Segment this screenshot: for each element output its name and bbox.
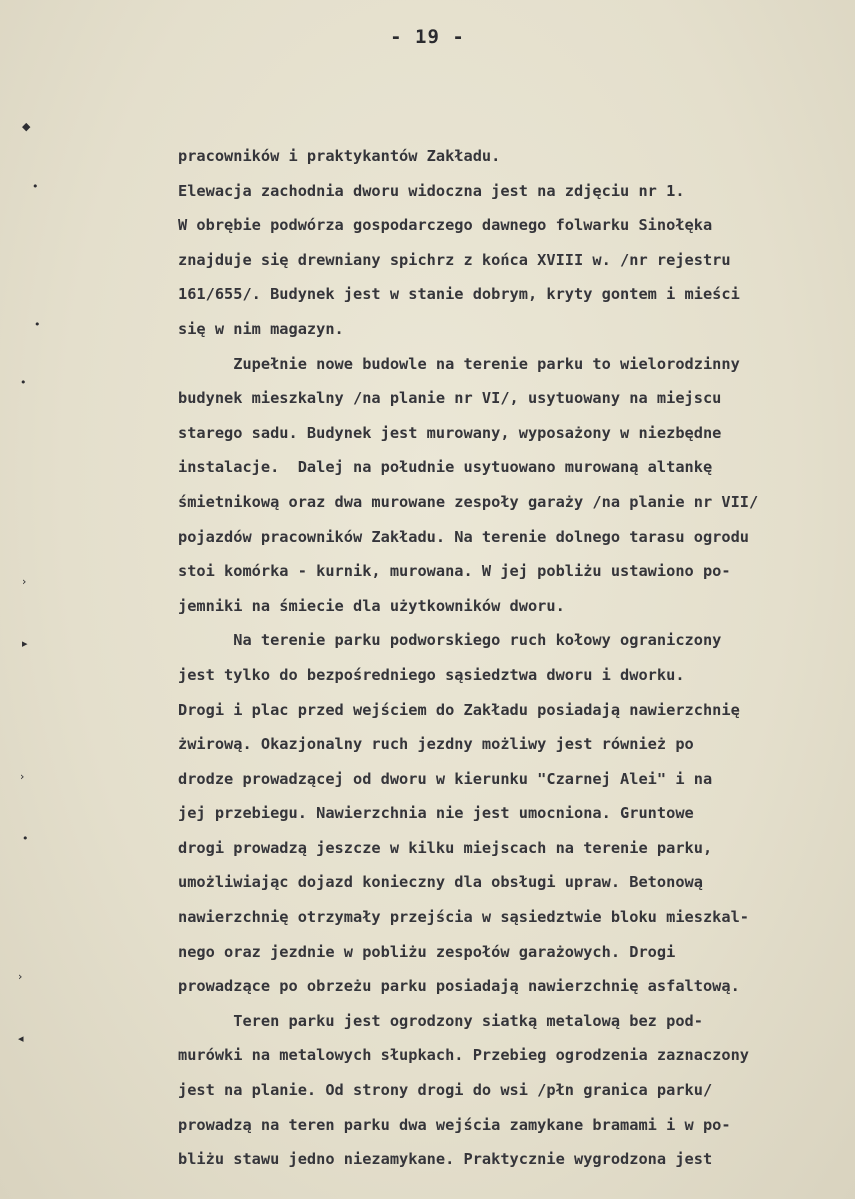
margin-mark-icon: › bbox=[18, 970, 23, 983]
margin-mark-icon: › bbox=[20, 770, 25, 783]
text-line: nego oraz jezdnie w pobliżu zespołów garażowych. Drogi bbox=[178, 942, 676, 961]
margin-mark-icon: • bbox=[20, 376, 27, 389]
text-line: starego sadu. Budynek jest murowany, wyposażony w niezbędne bbox=[178, 423, 722, 442]
text-line: pojazdów pracowników Zakładu. Na terenie dolnego tarasu ogrodu bbox=[178, 527, 749, 546]
text-line: się w nim magazyn. bbox=[178, 319, 344, 338]
margin-mark-icon: › bbox=[22, 575, 27, 588]
text-line: drogi prowadzą jeszcze w kilku miejscach na terenie parku, bbox=[178, 838, 713, 857]
text-line: jest tylko do bezpośredniego sąsiedztwa dworu i dworku. bbox=[178, 665, 685, 684]
text-line: żwirową. Okazjonalny ruch jezdny możliwy jest również po bbox=[178, 735, 694, 754]
text-line: umożliwiając dojazd konieczny dla obsługi upraw. Betonową bbox=[178, 873, 703, 892]
text-line: prowadzą na teren parku dwa wejścia zamykane bramami i w po- bbox=[178, 1115, 731, 1134]
text-line: bliżu stawu jedno niezamykane. Praktycznie wygrodzona jest bbox=[178, 1150, 713, 1169]
margin-mark-icon: ◆ bbox=[22, 120, 31, 133]
page-number: - 19 - bbox=[390, 26, 465, 48]
text-line: stoi komórka - kurnik, murowana. W jej pobliżu ustawiono po- bbox=[178, 562, 731, 581]
text-line: budynek mieszkalny /na planie nr VI/, usytuowany na miejscu bbox=[178, 389, 722, 408]
text-line: jest na planie. Od strony drogi do wsi /płn granica parku/ bbox=[178, 1081, 713, 1100]
margin-mark-icon: • bbox=[22, 832, 29, 845]
margin-marks bbox=[14, 0, 44, 1199]
text-line: Zupełnie nowe budowle na terenie parku to wielorodzinny bbox=[178, 354, 740, 373]
margin-mark-icon: ◂ bbox=[18, 1032, 24, 1045]
text-line: Teren parku jest ogrodzony siatką metalową bez pod- bbox=[178, 1011, 703, 1030]
text-line: Elewacja zachodnia dworu widoczna jest na zdjęciu nr 1. bbox=[178, 181, 685, 200]
text-line: instalacje. Dalej na południe usytuowano murowaną altankę bbox=[178, 458, 713, 477]
text-line: pracowników i praktykantów Zakładu. bbox=[178, 147, 501, 165]
text-line: jej przebiegu. Nawierzchnia nie jest umocniona. Gruntowe bbox=[178, 804, 694, 823]
text-line: W obrębie podwórza gospodarczego dawnego folwarku Sinołęka bbox=[178, 216, 713, 235]
text-line: śmietnikową oraz dwa murowane zespoły garaży /na planie nr VII/ bbox=[178, 492, 759, 511]
margin-mark-icon: • bbox=[32, 180, 39, 193]
margin-mark-icon: • bbox=[34, 318, 41, 331]
text-line: murówki na metalowych słupkach. Przebieg ogrodzenia zaznaczony bbox=[178, 1046, 749, 1065]
text-line: nawierzchnię otrzymały przejścia w sąsiedztwie bloku mieszkal- bbox=[178, 908, 749, 927]
body-text bbox=[178, 139, 850, 1177]
text-line: drodze prowadzącej od dworu w kierunku "Czarnej Alei" i na bbox=[178, 769, 713, 788]
text-line: Na terenie parku podworskiego ruch kołowy ograniczony bbox=[178, 631, 722, 650]
text-line: 161/655/. Budynek jest w stanie dobrym, kryty gontem i mieści bbox=[178, 285, 740, 304]
text-line: Drogi i plac przed wejściem do Zakładu posiadają nawierzchnię bbox=[178, 700, 740, 719]
margin-mark-icon: ▸ bbox=[22, 637, 28, 650]
text-line: znajduje się drewniany spichrz z końca XVIII w. /nr rejestru bbox=[178, 250, 731, 269]
text-line: jemniki na śmiecie dla użytkowników dworu. bbox=[178, 596, 565, 615]
text-line: prowadzące po obrzeżu parku posiadają nawierzchnię asfaltową. bbox=[178, 977, 740, 996]
